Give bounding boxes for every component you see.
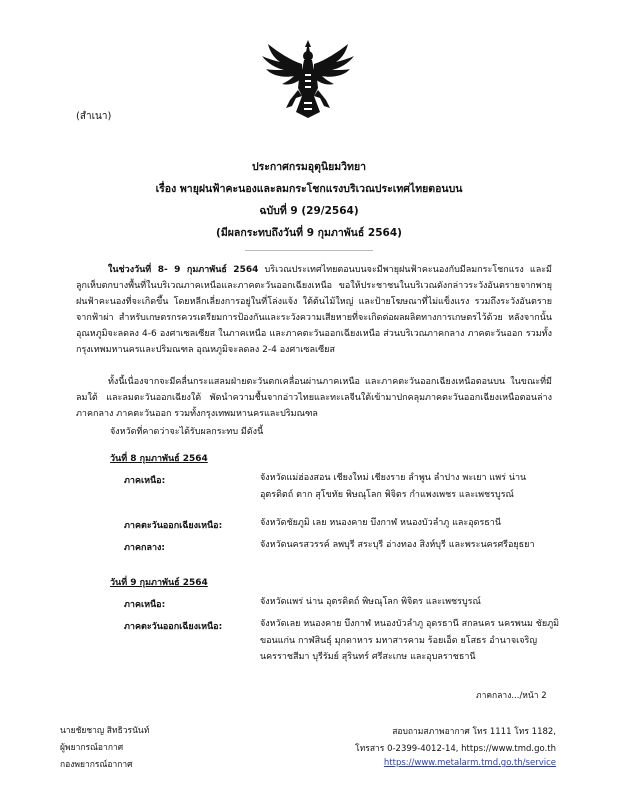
day-8-title: วันที่ 8 กุมภาพันธ์ 2564 [110, 454, 208, 464]
day-9-title: วันที่ 9 กุมภาพันธ์ 2564 [110, 578, 208, 588]
footer-phone: สอบถามสภาพอากาศ โทร 1111 โทร 1182, [392, 727, 556, 737]
paragraph-affected-intro: จังหวัดที่คาดว่าจะได้รับผลกระทบ มีดังนี้ [110, 427, 264, 437]
footer-fax-website: โทรสาร 0-2399-4012-14, https://www.tmd.go.th [355, 744, 556, 754]
announcement-effective: (มีผลกระทบถึงวันที่ 9 กุมภาพันธ์ 2564) [216, 227, 402, 239]
day-8-region-central: ภาคกลาง: [124, 543, 166, 553]
footer-name: นายชัยชาญ สิทธิวรนันท์ [60, 726, 150, 736]
garuda-emblem-icon [260, 38, 356, 122]
announcement-issue: ฉบับที่ 9 (29/2564) [259, 205, 359, 217]
day-8-provinces-central: จังหวัดนครสวรรค์ ลพบุรี สระบุรี อ่างทอง สิงห์บุรี และพระนครศรีอยุธยา [260, 540, 535, 550]
day-8-provinces-northeast: จังหวัดชัยภูมิ เลย หนองคาย บึงกาฬ หนองบัวลำภู และอุดรธานี [260, 518, 501, 528]
announcement-title: ประกาศกรมอุตุนิยมวิทยา [251, 161, 367, 173]
footer-role: ผู้พยากรณ์อากาศ [60, 743, 124, 753]
header-divider [245, 250, 373, 251]
announcement-subject: เรื่อง พายุฝนฟ้าคะนองและลมกระโชกแรงบริเวณประเทศไทยตอนบน [155, 183, 463, 195]
day-8-provinces-north: จังหวัดแม่ฮ่องสอน เชียงใหม่ เชียงราย ลำพูน ลำปาง พะเยา แพร่ น่าน อุตรดิตถ์ ตาก สุโขทัย พิษณุโลก พิจิตร กำแพงเพชร และเพชรบูรณ์ [260, 473, 527, 500]
paragraph-forecast-body: บริเวณประเทศไทยตอนบนจะมีพายุฝนฟ้าคะนองกับมีลมกระโชกแรง และมีลูกเห็บตกบางพื้นที่ในบริเวณภาคเหนือและภาคตะวันออกเฉียงเหนือ ขอให้ประชาชนในบริเวณดังกล่าวระวังอันตรายจากพายุฝนฟ้าคะนองที่จะเกิดขึ้น โดยหลีกเลี่ยงการอยู่ในที่โล่งแจ้ง ใต้ต้นไม้ใหญ่ และป้ายโฆษณาที่ไม่แข็งแรง รวมถึงระวังอันตรายจากฟ้าผ่า สำหรับเกษตรกรควรเตรียมการป้องกันและระวังความเสียหายที่จะเกิดต่อผลผลิตทางการเกษตรไว้ด้วย หลังจากนั้นอุณหภูมิจะลดลง 4-6 องศาเซลเซียส ในภาคเหนือ และภาคตะวันออกเฉียงเหนือ ส่วนบริเวณภาคกลาง ภาคตะวันออก รวมทั้งกรุงเทพมหานครและปริมณฑล อุณหภูมิจะลดลง 2-4 องศาเซลเซียส [76, 265, 552, 355]
paragraph-forecast [76, 262, 552, 358]
footer-division: กองพยากรณ์อากาศ [60, 760, 133, 770]
copy-mark: (สำเนา) [76, 111, 112, 122]
continuation-note: ภาคกลาง.../หน้า 2 [476, 691, 547, 701]
day-8-region-north: ภาคเหนือ: [124, 476, 166, 486]
day-9-provinces-northeast: จังหวัดเลย หนองคาย บึงกาฬ หนองบัวลำภู อุดรธานี สกลนคร นครพนม ชัยภูมิ ขอนแก่น กาฬสินธุ์ มุกดาหาร มหาสารคาม ร้อยเอ็ด ยโสธร อำนาจเจริญ นครราชสีมา บุรีรัมย์ สุรินทร์ ศรีสะเกษ และอุบลราชธานี [260, 619, 560, 662]
day-9-provinces-north: จังหวัดแพร่ น่าน อุตรดิตถ์ พิษณุโลก พิจิตร และเพชรบูรณ์ [260, 597, 481, 607]
day-8-region-northeast: ภาคตะวันออกเฉียงเหนือ: [124, 521, 223, 531]
day-9-region-north: ภาคเหนือ: [124, 600, 166, 610]
day-9-region-northeast: ภาคตะวันออกเฉียงเหนือ: [124, 622, 223, 632]
paragraph-cause: ทั้งนี้เนื่องจากจะมีคลื่นกระแสลมฝ่ายตะวันตกเคลื่อนผ่านภาคเหนือ และภาคตะวันออกเฉียงเหนือตอนบน ในขณะที่มีลมใต้ และลมตะวันออกเฉียงใต้ พัดนำความชื้นจากอ่าวไทยและทะเลจีนใต้เข้ามาปกคลุมภาคตะวันออกเฉียงเหนือตอนล่าง ภาคกลาง ภาคตะวันออก รวมทั้งกรุงเทพมหานครและปริมณฑล [76, 377, 552, 419]
footer-service-link[interactable]: https://www.metalarm.tmd.go.th/service [383, 758, 556, 768]
paragraph-forecast-lead: ในช่วงวันที่ 8- 9 กุมภาพันธ์ 2564 [108, 265, 259, 275]
footer-contact-person [60, 723, 149, 774]
